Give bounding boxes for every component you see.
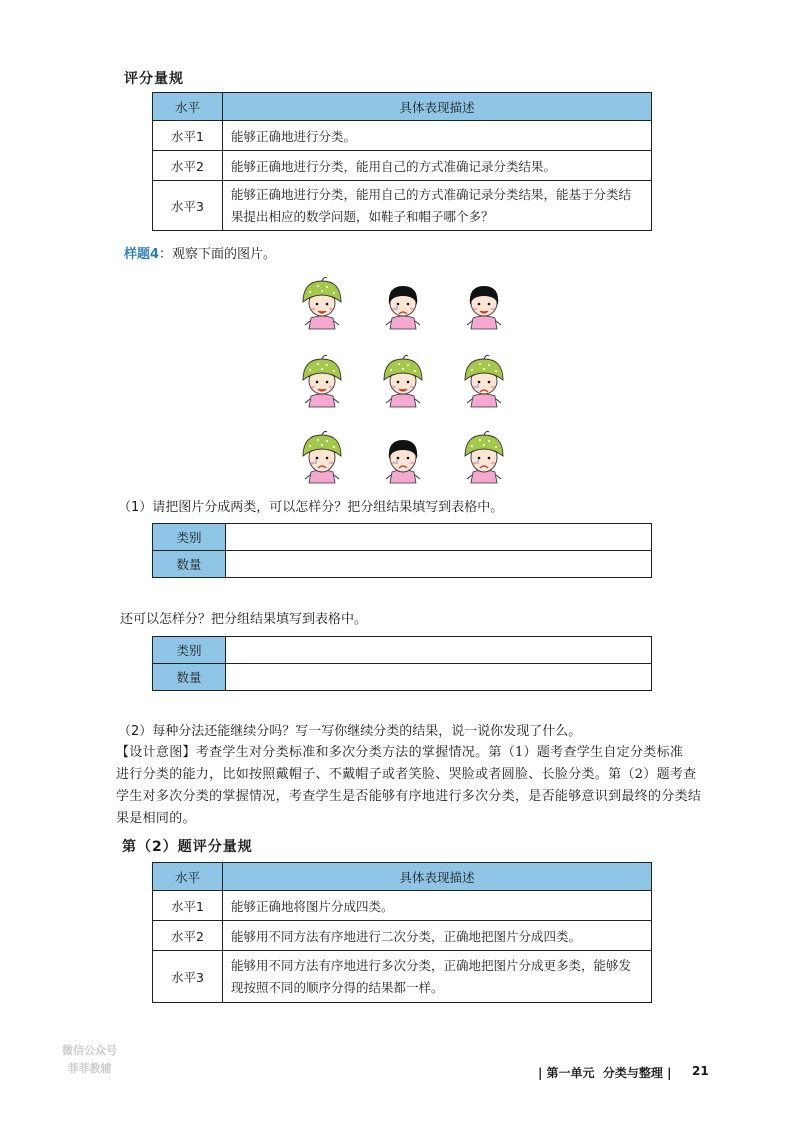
rubric1-level-2: 水平2 xyxy=(153,151,223,181)
rubric2-title: 第（2）题评分量规 xyxy=(122,839,253,855)
rubric1-level-3: 水平3 xyxy=(153,181,223,231)
rubric2-level-3: 水平3 xyxy=(153,951,223,1003)
footer-page-number: 21 xyxy=(692,1064,709,1078)
rubric1-desc-3 xyxy=(223,181,652,231)
face-6-hat-cry xyxy=(456,350,512,410)
q1b-category-cell[interactable] xyxy=(226,637,652,664)
q1b-text: 还可以怎样分？把分组结果填写到表格中。 xyxy=(120,612,368,627)
face-4-hat-smile xyxy=(294,350,350,410)
rubric2-desc-3 xyxy=(223,951,652,1003)
footer-unit: | 第一单元 分类与整理 | xyxy=(538,1066,672,1080)
rubric1-level-1: 水平1 xyxy=(153,121,223,151)
sample-intro xyxy=(124,244,276,266)
design-line-1: 【设计意图】考查学生对分类标准和多次分类方法的掌握情况。第（1）题考查学生自定分类标准 xyxy=(116,745,684,760)
q2-text: （2）每种分法还能继续分吗？写一写你继续分类的结果，说一说你发现了什么。 xyxy=(118,724,582,739)
rubric2-desc-3-line2: 现按照不同的顺序分得的结果都一样。 xyxy=(231,979,444,995)
watermark-line-2: 菲菲教辅 xyxy=(67,1062,112,1075)
design-line-3: 学生对多次分类的掌握情况，考查学生是否能够有序地进行多次分类，是否能够意识到最终的分类结 xyxy=(116,789,702,804)
rubric2-desc-1: 能够正确地将图片分成四类。 xyxy=(223,891,652,921)
q1b-count-label: 数量 xyxy=(153,664,226,691)
rubric2-desc-2: 能够用不同方法有序地进行二次分类，正确地把图片分成四类。 xyxy=(223,921,652,951)
design-intent xyxy=(116,742,702,830)
q1-category-label: 类别 xyxy=(153,524,226,551)
rubric1-desc-3-line1: 能够正确地进行分类，能用自己的方式准确记录分类结果，能基于分类结 xyxy=(231,186,632,202)
face-1-hat-smile xyxy=(294,272,350,332)
rubric2-level-2: 水平2 xyxy=(153,921,223,951)
face-2-nohat-cry xyxy=(375,272,431,332)
design-line-2: 进行分类的能力，比如按照戴帽子、不戴帽子或者笑脸、哭脸或者圆脸、长脸分类。第（2）题考查 xyxy=(116,767,697,782)
rubric1-desc-2: 能够正确地进行分类，能用自己的方式准确记录分类结果。 xyxy=(223,151,652,181)
q1-category-cell[interactable] xyxy=(226,524,652,551)
rubric1-desc-3-line2: 果提出相应的数学问题，如鞋子和帽子哪个多？ xyxy=(231,208,494,224)
rubric1-table xyxy=(152,92,652,231)
q1b-table xyxy=(152,636,652,691)
q1-count-cell[interactable] xyxy=(226,551,652,578)
rubric1-title: 评分量规 xyxy=(124,71,184,87)
face-9-hat-cry xyxy=(456,426,512,486)
rubric2-header-level: 水平 xyxy=(153,863,223,891)
rubric2-header-desc: 具体表现描述 xyxy=(223,863,652,891)
rubric2-desc-3-line1: 能够用不同方法有序地进行多次分类，正确地把图片分成更多类，能够发 xyxy=(231,957,632,973)
sample-label: 样题4 xyxy=(124,247,160,262)
rubric1-desc-1: 能够正确地进行分类。 xyxy=(223,121,652,151)
face-8-nohat-cry xyxy=(375,426,431,486)
watermark-line-1: 微信公众号 xyxy=(62,1044,117,1057)
face-7-hat-cry xyxy=(294,426,350,486)
rubric2-table xyxy=(152,862,652,1003)
face-3-nohat-smile xyxy=(456,272,512,332)
rubric2-level-1: 水平1 xyxy=(153,891,223,921)
sample-text: ：观察下面的图片。 xyxy=(159,247,277,262)
q1-count-label: 数量 xyxy=(153,551,226,578)
q1b-count-cell[interactable] xyxy=(226,664,652,691)
rubric1-header-level: 水平 xyxy=(153,93,223,121)
rubric1-header-desc: 具体表现描述 xyxy=(223,93,652,121)
q1-text: （1）请把图片分成两类，可以怎样分？把分组结果填写到表格中。 xyxy=(118,500,504,515)
design-line-4: 果是相同的。 xyxy=(116,811,196,826)
face-5-hat-smile xyxy=(375,350,431,410)
q1-table xyxy=(152,523,652,578)
watermark xyxy=(62,1042,117,1078)
q1b-category-label: 类别 xyxy=(153,637,226,664)
